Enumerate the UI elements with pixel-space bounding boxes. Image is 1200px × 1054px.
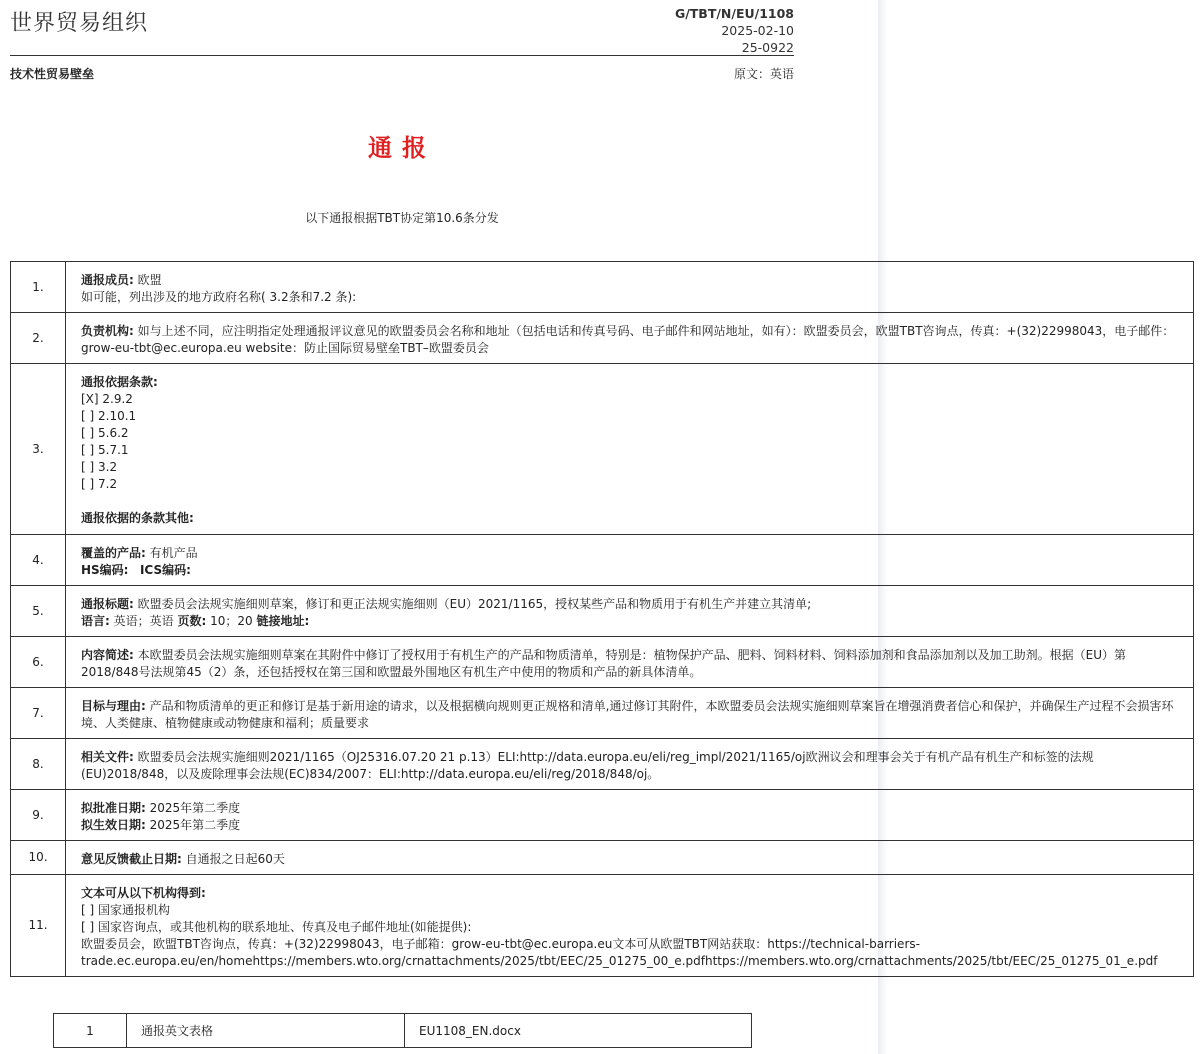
language-label: 语言: <box>81 613 110 628</box>
field-value: 产品和物质清单的更正和修订是基于新用途的请求，以及根据横向规则更正规格和清单,通过修订其附件，本欧盟委员会法规实施细则草案旨在增强消费者信心和保护，并确保生产过程不会损害环境、人类健康、植物健康或动物健康和福利；质量要求 <box>81 698 1174 730</box>
row-content <box>66 841 1194 875</box>
row-content <box>66 364 1194 535</box>
attachment-index: 1 <box>54 1014 127 1048</box>
field-label: 目标与理由: <box>81 698 146 713</box>
row-content <box>66 688 1194 739</box>
language-value: 英语；英语 <box>109 613 178 628</box>
document-date: 2025-02-10 <box>721 23 794 38</box>
field-label: 覆盖的产品: <box>81 545 146 560</box>
table-row <box>11 586 1194 637</box>
field-value: 欧盟委员会法规实施细则2021/1165（OJ25316.07.20 21 p.13）ELI:http://data.europa.eu/eli/reg_impl/2021/1165/oj欧洲议会和理事会关于有机产品有机生产和标签的法规(EU)2018/848，以及废除理事会法规(EC)834/2007：ELI:http://data.europa.eu/eli/reg/2018/848/oj。 <box>81 749 1094 781</box>
document-symbol: G/TBT/N/EU/1108 <box>674 6 794 21</box>
row-number: 8. <box>11 739 66 790</box>
row-number: 4. <box>11 535 66 586</box>
table-row <box>11 364 1194 535</box>
document-info <box>675 5 794 56</box>
approval-date-value: 2025年第二季度 <box>145 800 241 815</box>
field-label: 文本可从以下机构得到: <box>81 885 206 900</box>
option-checkbox: [ ] 国家咨询点，或其他机构的联系地址、传真及电子邮件地址(如能提供): <box>81 919 472 934</box>
field-label: 通报依据的条款其他: <box>81 511 194 525</box>
option-checkbox: [X] 2.9.2 <box>81 392 133 406</box>
row-number: 3. <box>11 364 66 535</box>
committee-name: 技术性贸易壁垒 <box>10 67 95 81</box>
ics-code-label: ICS编码: <box>139 562 191 577</box>
pages-label: 页数: <box>177 613 207 628</box>
field-value: 自通报之日起60天 <box>181 851 285 866</box>
field-label: 意见反馈截止日期: <box>81 851 182 866</box>
table-row <box>11 313 1194 364</box>
option-checkbox: [ ] 5.7.1 <box>81 443 129 457</box>
row-content <box>66 739 1194 790</box>
original-language: 原文：英语 <box>733 67 794 81</box>
effective-date-value: 2025年第二季度 <box>145 817 241 832</box>
option-checkbox: [ ] 3.2 <box>81 460 118 474</box>
field-value: 有机产品 <box>145 545 198 560</box>
org-name: 世界贸易组织 <box>10 11 149 36</box>
attachment-file-link[interactable]: EU1108_EN.docx <box>405 1014 752 1048</box>
option-checkbox: [ ] 5.6.2 <box>81 426 129 440</box>
notification-table <box>10 261 1194 977</box>
spacer <box>81 493 1179 510</box>
table-row <box>11 790 1194 841</box>
header-divider <box>10 55 794 56</box>
field-label: 负责机构: <box>81 323 134 338</box>
attachments-table <box>53 1013 752 1048</box>
link-label: 链接地址: <box>256 613 310 628</box>
option-checkbox: [ ] 2.10.1 <box>81 409 137 423</box>
effective-date-label: 拟生效日期: <box>81 817 146 832</box>
row-number: 10. <box>11 841 66 875</box>
row-number: 2. <box>11 313 66 364</box>
row-number: 5. <box>11 586 66 637</box>
row-number: 11. <box>11 875 66 977</box>
field-label: 通报成员: <box>81 272 134 287</box>
table-row <box>11 637 1194 688</box>
row-content <box>66 313 1194 364</box>
notification-subtitle: 以下通报根据TBT协定第10.6条分发 <box>305 211 499 225</box>
row-content <box>66 637 1194 688</box>
approval-date-label: 拟批准日期: <box>81 800 146 815</box>
row-number: 6. <box>11 637 66 688</box>
row-content <box>66 262 1194 313</box>
row-content <box>66 535 1194 586</box>
field-value: 本欧盟委员会法规实施细则草案在其附件中修订了授权用于有机生产的产品和物质清单，特别是：植物保护产品、肥料、饲料材料、饲料添加剂和食品添加剂以及加工助剂。根据（EU）第2018/848号法规第45（2）条，还包括授权在第三国和欧盟最外围地区有机生产中使用的物质和产品的新具体清单。 <box>81 647 1126 679</box>
row-number: 1. <box>11 262 66 313</box>
table-row <box>11 841 1194 875</box>
hs-code-label: HS编码: <box>81 562 129 577</box>
pages-value: 10；20 <box>206 613 257 628</box>
contact-text: 欧盟委员会，欧盟TBT咨询点，传真：+(32)22998043，电子邮箱：grow-eu-tbt@ec.europa.eu文本可从欧盟TBT网站获取：https://technical-barriers- <box>81 936 920 951</box>
table-row <box>11 262 1194 313</box>
table-row <box>11 739 1194 790</box>
field-label: 通报标题: <box>81 596 134 611</box>
document-links[interactable]: trade.ec.europa.eu/en/homehttps://members.wto.org/crnattachments/2025/tbt/EEC/25_01275_00_e.pdfhttps://members.wto.org/crnattachments/2025/tbt/EEC/25_01275_01_e.pdf <box>81 953 1158 968</box>
attachment-row <box>54 1014 752 1048</box>
row-number: 9. <box>11 790 66 841</box>
field-value: 欧盟委员会法规实施细则草案，修订和更正法规实施细则（EU）2021/1165，授权某些产品和物质用于有机生产并建立其清单; <box>133 596 812 611</box>
attachment-description: 通报英文表格 <box>127 1014 405 1048</box>
document-number: 25-0922 <box>741 40 794 55</box>
row-number: 7. <box>11 688 66 739</box>
table-row <box>11 875 1194 977</box>
row-content <box>66 586 1194 637</box>
field-value: 欧盟 <box>133 272 162 287</box>
field-label: 相关文件: <box>81 749 134 764</box>
notification-title: 通报 <box>368 134 436 162</box>
local-government-note: 如可能，列出涉及的地方政府名称( 3.2条和7.2 条): <box>81 289 357 304</box>
field-label: 通报依据条款: <box>81 375 158 389</box>
table-row <box>11 535 1194 586</box>
field-value: 如与上述不同，应注明指定处理通报评议意见的欧盟委员会名称和地址（包括电话和传真号码、电子邮件和网站地址，如有）：欧盟委员会，欧盟TBT咨询点，传真：+(32)22998043，电子邮件：grow-eu-tbt@ec.europa.eu website：防止国际贸易壁垒TBT–欧盟委员会 <box>81 323 1175 355</box>
row-content <box>66 790 1194 841</box>
field-label: 内容简述: <box>81 647 134 662</box>
table-row <box>11 688 1194 739</box>
row-content <box>66 875 1194 977</box>
option-checkbox: [ ] 国家通报机构 <box>81 902 170 917</box>
option-checkbox: [ ] 7.2 <box>81 477 118 491</box>
